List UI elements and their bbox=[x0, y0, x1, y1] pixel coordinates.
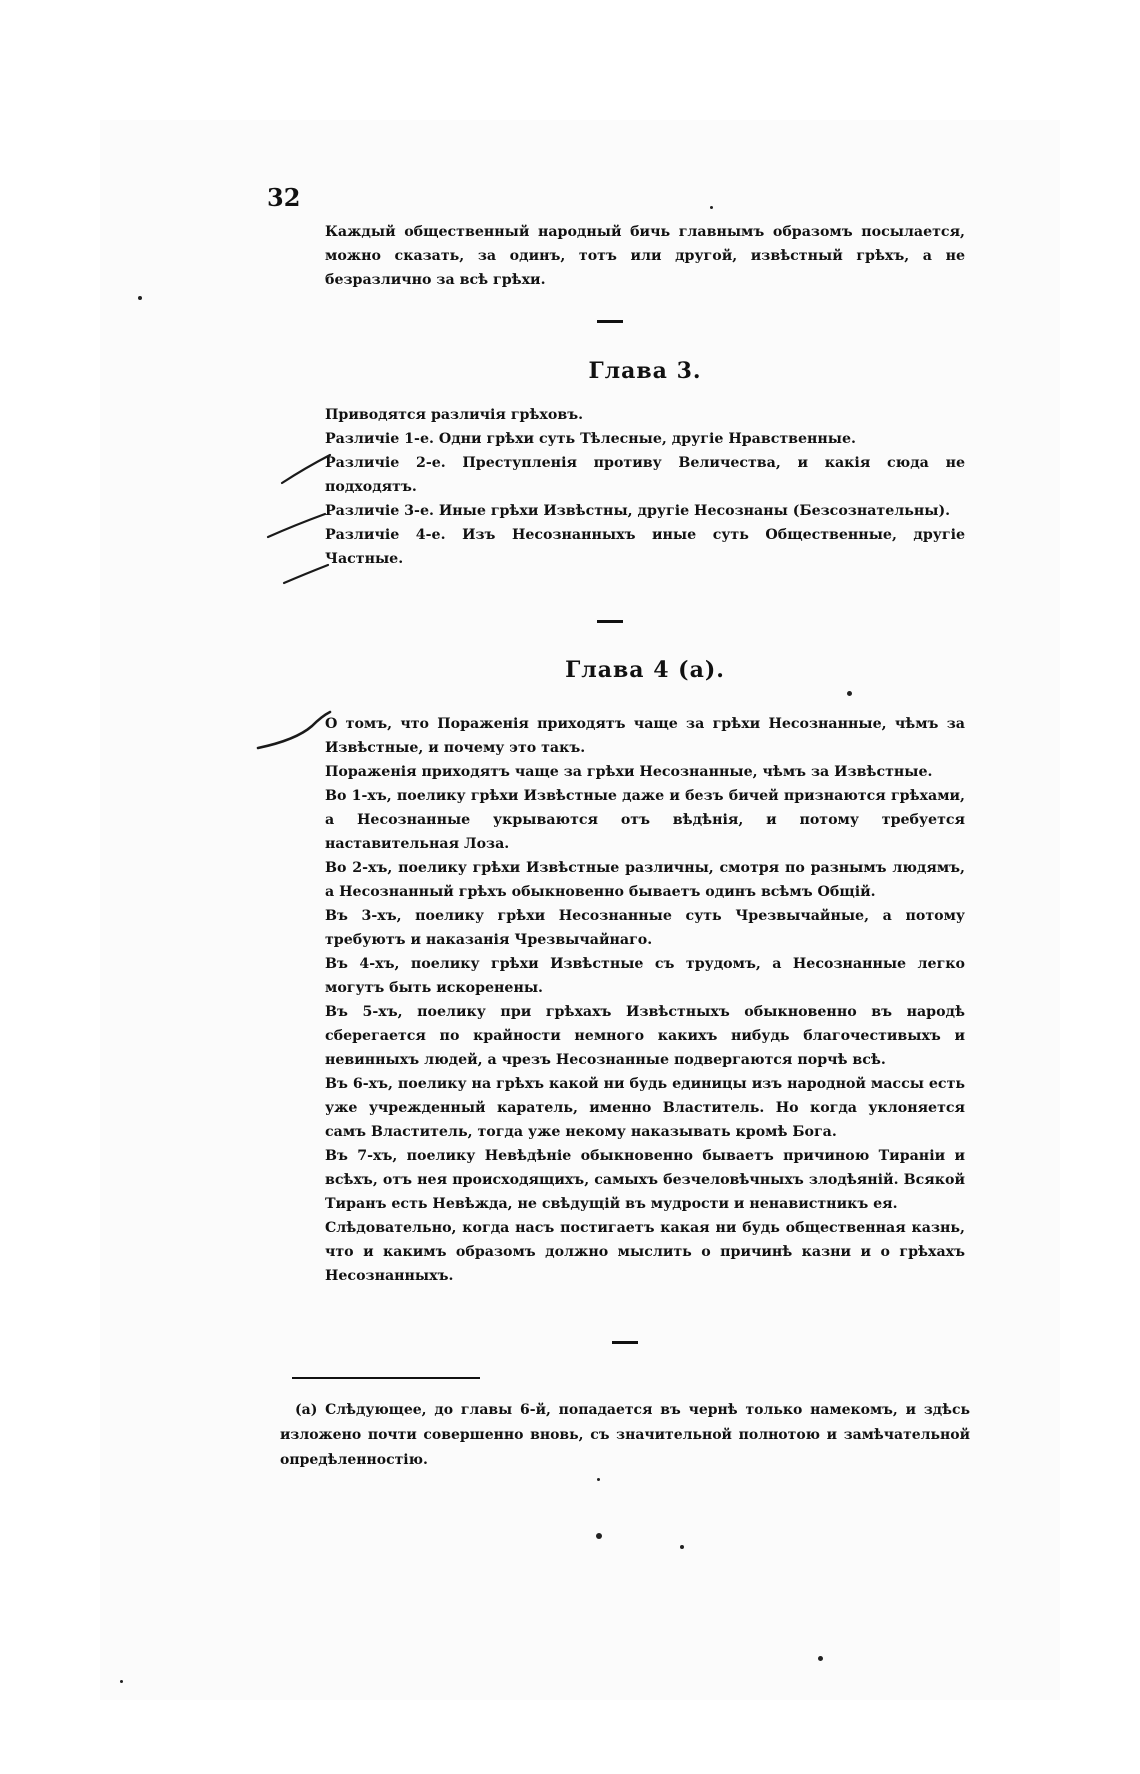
chapter-4-paragraph: О томъ, что Пораженія приходятъ чаще за грѣхи Несознанные, чѣмъ за Извѣстные, и почему это такъ. bbox=[325, 716, 965, 756]
footnote-text: (а) Слѣдующее, до главы 6-й, попадается въ чернѣ только намекомъ, и здѣсь изложено почти совершенно вновь, съ значительной полнотою и замѣчательной опредѣленностію. bbox=[280, 1402, 970, 1468]
chapter-4-paragraph: Въ 5-хъ, поелику при грѣхахъ Извѣстныхъ обыкновенно въ народѣ сберегается по крайности немного какихъ нибудь благочестивыхъ и невинныхъ людей, а чрезъ Несознанные подвергаются порчѣ всѣ. bbox=[325, 1004, 965, 1068]
chapter-3-line: Различіе 4-е. Изъ Несознанныхъ иные суть Общественные, другіе Частные. bbox=[325, 527, 965, 567]
chapter-4-paragraph: Во 2-хъ, поелику грѣхи Извѣстные различны, смотря по разнымъ людямъ, а Несознанный грѣхъ обыкновенно бываетъ одинъ всѣмъ Общій. bbox=[325, 860, 965, 900]
speck bbox=[847, 691, 852, 696]
speck bbox=[597, 1478, 600, 1481]
speck bbox=[596, 1533, 602, 1539]
pencil-stroke bbox=[282, 455, 330, 483]
chapter-3-line: Различіе 1-е. Одни грѣхи суть Тѣлесные, другіе Нравственные. bbox=[325, 431, 856, 447]
chapter-4-paragraph: Въ 7-хъ, поелику Невѣдѣніе обыкновенно бываетъ причиною Тираніи и всѣхъ, отъ нея происходящихъ, самыхъ безчеловѣчныхъ злодѣяній. Всякой Тиранъ есть Невѣжда, не свѣдущій въ мудрости и ненавистникъ ея. bbox=[325, 1148, 965, 1212]
chapter-3-line: Приводятся различія грѣховъ. bbox=[325, 407, 584, 423]
chapter-4-paragraph: Пораженія приходятъ чаще за грѣхи Несознанные, чѣмъ за Извѣстные. bbox=[325, 764, 933, 780]
chapter-4-paragraph: Слѣдовательно, когда насъ постигаетъ какая ни будь общественная казнь, что и какимъ образомъ должно мыслить о причинѣ казни и о грѣхахъ Несознанныхъ. bbox=[325, 1220, 965, 1284]
chapter-4-heading: Глава 4 (а). bbox=[565, 657, 725, 683]
page-number: 32 bbox=[267, 183, 301, 212]
speck bbox=[818, 1656, 823, 1661]
chapter-4-paragraph: Въ 4-хъ, поелику грѣхи Извѣстные съ трудомъ, а Несознанные легко могутъ быть искоренены. bbox=[325, 956, 965, 996]
speck bbox=[710, 206, 713, 209]
chapter-3-line: Различіе 2-е. Преступленія противу Величества, и какія сюда не подходятъ. bbox=[325, 455, 965, 495]
chapter-4-paragraph: Въ 3-хъ, поелику грѣхи Несознанные суть Чрезвычайные, а потому требуютъ и наказанія Чрезвычайнаго. bbox=[325, 908, 965, 948]
intro-text: Каждый общественный народный бичь главнымъ образомъ посылается, можно сказать, за одинъ, тотъ или другой, извѣстный грѣхъ, а не безразлично за всѣ грѣхи. bbox=[325, 224, 965, 288]
speck bbox=[138, 296, 142, 300]
pencil-stroke bbox=[284, 565, 328, 583]
chapter-4-paragraph: Во 1-хъ, поелику грѣхи Извѣстные даже и безъ бичей признаются грѣхами, а Несознанные укрываются отъ вѣдѣнія, и потому требуется наставительная Лоза. bbox=[325, 788, 965, 852]
chapter-4-paragraph: Въ 6-хъ, поелику на грѣхъ какой ни будь единицы изъ народной массы есть уже учрежденный каратель, именно Властитель. Но когда уклоняется самъ Властитель, тогда уже некому наказывать кромѣ Бога. bbox=[325, 1076, 965, 1140]
pencil-stroke bbox=[258, 712, 330, 748]
chapter-3-heading: Глава 3. bbox=[588, 358, 702, 384]
pencil-stroke bbox=[268, 514, 325, 537]
speck bbox=[120, 1680, 123, 1683]
speck bbox=[680, 1545, 684, 1549]
chapter-3-line: Различіе 3-е. Иные грѣхи Извѣстны, другіе Несознаны (Безсознательны). bbox=[325, 503, 951, 519]
